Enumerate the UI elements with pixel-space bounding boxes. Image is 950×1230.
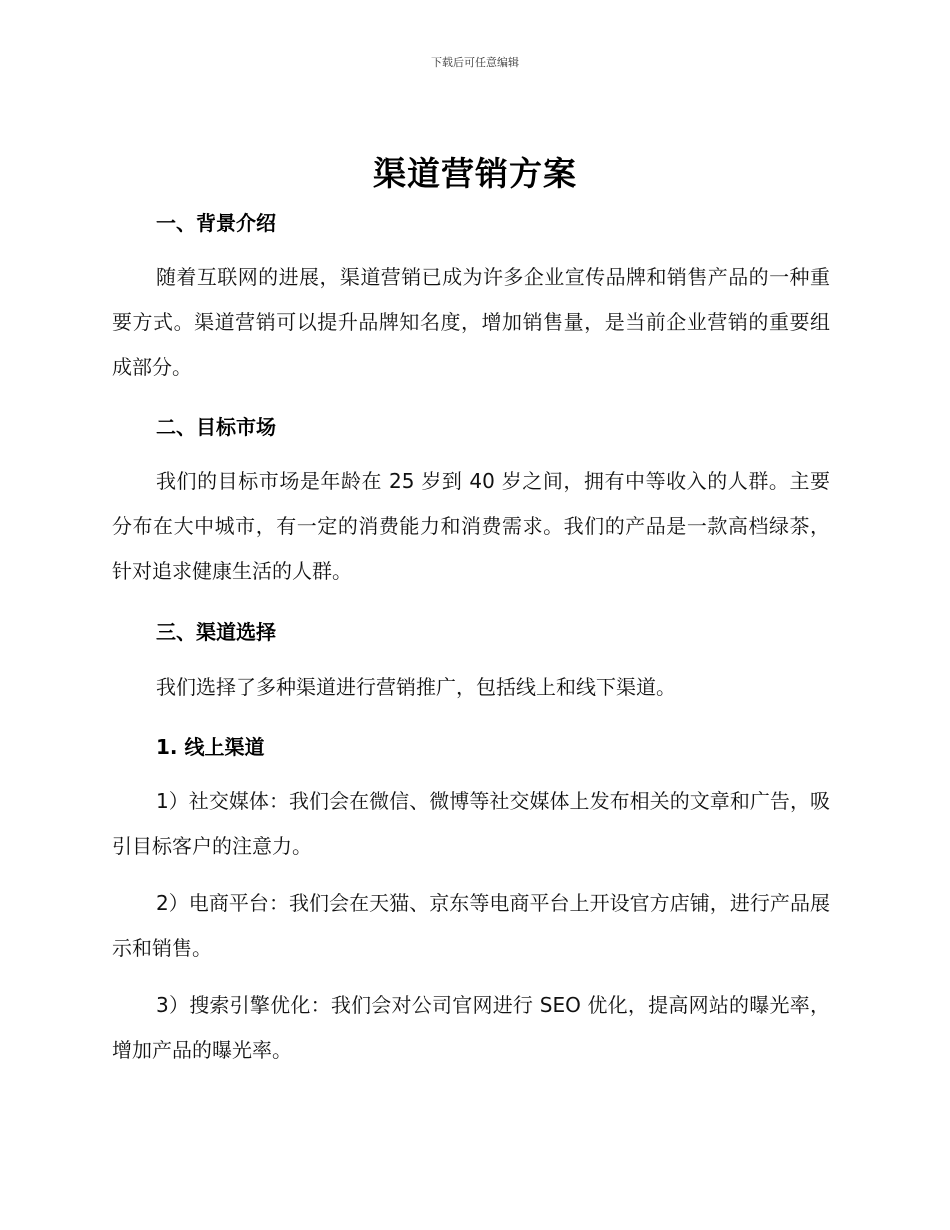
section-heading-channel-selection: 三、渠道选择 bbox=[156, 620, 276, 644]
paragraph-background: 随着互联网的进展，渠道营销已成为许多企业宣传品牌和销售产品的一种重要方式。渠道营销可以提升品牌知名度，增加销售量，是当前企业营销的重要组成部分。 bbox=[112, 265, 830, 379]
list-item-ecommerce: 2）电商平台：我们会在天猫、京东等电商平台上开设官方店铺，进行产品展示和销售。 bbox=[112, 891, 830, 960]
list-item-social-media: 1）社交媒体：我们会在微信、微博等社交媒体上发布相关的文章和广告，吸引目标客户的注意力。 bbox=[112, 789, 830, 858]
paragraph-target-market: 我们的目标市场是年龄在 25 岁到 40 岁之间，拥有中等收入的人群。主要分布在大中城市，有一定的消费能力和消费需求。我们的产品是一款高档绿茶，针对追求健康生活的人群。 bbox=[112, 469, 830, 583]
paragraph-channel-selection: 我们选择了多种渠道进行营销推广，包括线上和线下渠道。 bbox=[156, 675, 676, 699]
document-title: 渠道营销方案 bbox=[373, 154, 577, 193]
subheading-online-channels: 1. 线上渠道 bbox=[156, 735, 265, 759]
section-heading-target-market: 二、目标市场 bbox=[156, 415, 276, 439]
list-item-seo: 3）搜索引擎优化：我们会对公司官网进行 SEO 优化，提高网站的曝光率，增加产品的曝光率。 bbox=[112, 993, 830, 1062]
section-heading-background: 一、背景介绍 bbox=[156, 211, 276, 235]
page-header-note: 下载后可任意编辑 bbox=[431, 56, 519, 69]
